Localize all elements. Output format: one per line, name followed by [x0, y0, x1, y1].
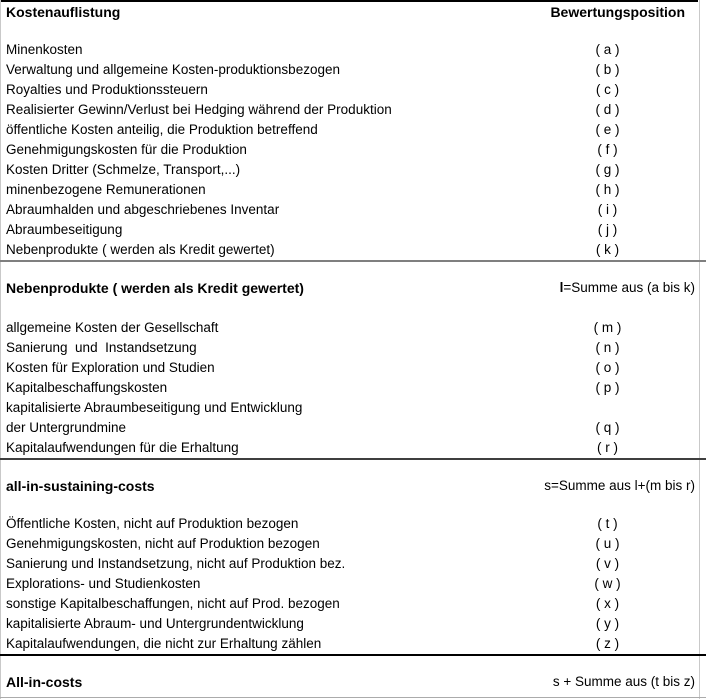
- position-code: ( b ): [595, 62, 620, 77]
- table-row: [0, 634, 706, 654]
- position-code: ( w ): [594, 576, 621, 591]
- table-row: [0, 100, 706, 120]
- position-code: ( u ): [595, 536, 620, 551]
- table-bottom-border: [0, 697, 706, 698]
- cost-item-label: Nebenprodukte ( werden als Kredit gewertet): [6, 242, 275, 257]
- table-header-row: [0, 2, 706, 22]
- summary-label: all-in-sustaining-costs: [6, 478, 155, 494]
- position-code: ( e ): [595, 122, 620, 137]
- cost-item-label: kapitalisierte Abraum- und Untergrundentwicklung: [6, 616, 304, 631]
- table-row: [0, 614, 706, 634]
- table-row: [0, 240, 706, 260]
- table-row: [0, 378, 706, 398]
- position-code: ( y ): [595, 616, 620, 631]
- cost-item-label: Genehmigungskosten, nicht auf Produktion bezogen: [6, 536, 320, 551]
- table-row: [0, 220, 706, 240]
- position-code: ( o ): [595, 360, 620, 375]
- position-code: ( k ): [595, 242, 620, 257]
- spacer: [0, 500, 706, 514]
- cost-item-label: Sanierung und Instandsetzung, nicht auf Produktion bez.: [6, 556, 346, 571]
- column-header-bewertungsposition: Bewertungsposition: [550, 4, 685, 20]
- cost-item-label: Kapitalbeschaffungskosten: [6, 380, 168, 395]
- table-row: [0, 338, 706, 358]
- summary-row-all-in-sustaining-costs: [0, 460, 706, 500]
- table-row: [0, 514, 706, 534]
- position-code: ( h ): [595, 182, 620, 197]
- cost-item-label: sonstige Kapitalbeschaffungen, nicht auf Prod. bezogen: [6, 596, 340, 611]
- table-row: [0, 438, 706, 458]
- table-row: [0, 200, 706, 220]
- table-row: [0, 120, 706, 140]
- cost-item-label: Kosten für Exploration und Studien: [6, 360, 215, 375]
- cost-item-label: allgemeine Kosten der Gesellschaft: [6, 320, 219, 335]
- position-code: ( z ): [595, 636, 620, 651]
- cost-item-label: Kapitalaufwendungen für die Erhaltung: [6, 440, 239, 455]
- cost-item-label: Sanierung und Instandsetzung: [6, 340, 197, 355]
- table-row: [0, 574, 706, 594]
- table-row: [0, 418, 706, 438]
- table-row: [0, 160, 706, 180]
- position-code: ( a ): [595, 42, 620, 57]
- cost-item-label: Explorations- und Studienkosten: [6, 576, 201, 591]
- position-code: ( q ): [595, 420, 620, 435]
- position-code: ( c ): [595, 82, 620, 97]
- table-row: [0, 40, 706, 60]
- table-row: [0, 554, 706, 574]
- position-code: ( d ): [595, 102, 620, 117]
- cost-item-label: Realisierter Gewinn/Verlust bei Hedging während der Produktion: [6, 102, 392, 117]
- summary-row-all-in-costs: [0, 656, 706, 696]
- cost-item-label: der Untergrundmine: [6, 420, 127, 435]
- column-header-kostenauflistung: Kostenauflistung: [6, 4, 121, 20]
- cost-item-label: Verwaltung und allgemeine Kosten-produktionsbezogen: [6, 62, 340, 77]
- position-code: ( x ): [595, 596, 620, 611]
- spacer: [0, 22, 706, 40]
- cost-item-label: Minenkosten: [6, 42, 83, 57]
- table-row: [0, 594, 706, 614]
- table-content: [0, 2, 706, 696]
- table-row: [0, 318, 706, 338]
- cost-item-label: Royalties und Produktionssteuern: [6, 82, 208, 97]
- table-row: [0, 358, 706, 378]
- position-code: ( t ): [597, 516, 618, 531]
- position-code: [520, 398, 695, 418]
- cost-item-label: Kapitalaufwendungen, die nicht zur Erhaltung zählen: [6, 636, 322, 651]
- position-code: ( j ): [597, 222, 618, 237]
- cost-item-label: Abraumbeseitigung: [6, 222, 123, 237]
- cost-item-label: öffentliche Kosten anteilig, die Produktion betreffend: [6, 122, 318, 137]
- summary-label: Nebenprodukte ( werden als Kredit gewertet): [6, 280, 304, 296]
- position-code: ( v ): [595, 556, 620, 571]
- summary-formula: l=Summe aus (a bis k): [559, 280, 695, 295]
- position-code: ( n ): [595, 340, 620, 355]
- summary-label: All-in-costs: [6, 674, 83, 690]
- summary-row-nebenprodukte: [0, 262, 706, 302]
- position-code: ( r ): [597, 440, 618, 455]
- table-row: [0, 140, 706, 160]
- summary-formula: s + Summe aus (t bis z): [552, 674, 695, 689]
- cost-item-label: kapitalisierte Abraumbeseitigung und Entwicklung: [6, 400, 303, 415]
- cost-item-label: Abraumhalden und abgeschriebenes Inventar: [6, 202, 280, 217]
- position-code: ( p ): [595, 380, 620, 395]
- position-code: ( f ): [597, 142, 618, 157]
- table-row: [0, 60, 706, 80]
- cost-item-label: Genehmigungskosten für die Produktion: [6, 142, 247, 157]
- cost-item-label: minenbezogene Remunerationen: [6, 182, 206, 197]
- cost-item-label: Kosten Dritter (Schmelze, Transport,...): [6, 162, 241, 177]
- table-row: [0, 398, 706, 418]
- table-row: [0, 80, 706, 100]
- table-row: [0, 534, 706, 554]
- position-code: ( i ): [597, 202, 618, 217]
- position-code: ( m ): [593, 320, 622, 335]
- position-code: ( g ): [595, 162, 620, 177]
- summary-formula: s=Summe aus l+(m bis r): [544, 478, 695, 493]
- cost-item-label: Öffentliche Kosten, nicht auf Produktion bezogen: [6, 516, 299, 531]
- spacer: [0, 302, 706, 318]
- table-row: [0, 180, 706, 200]
